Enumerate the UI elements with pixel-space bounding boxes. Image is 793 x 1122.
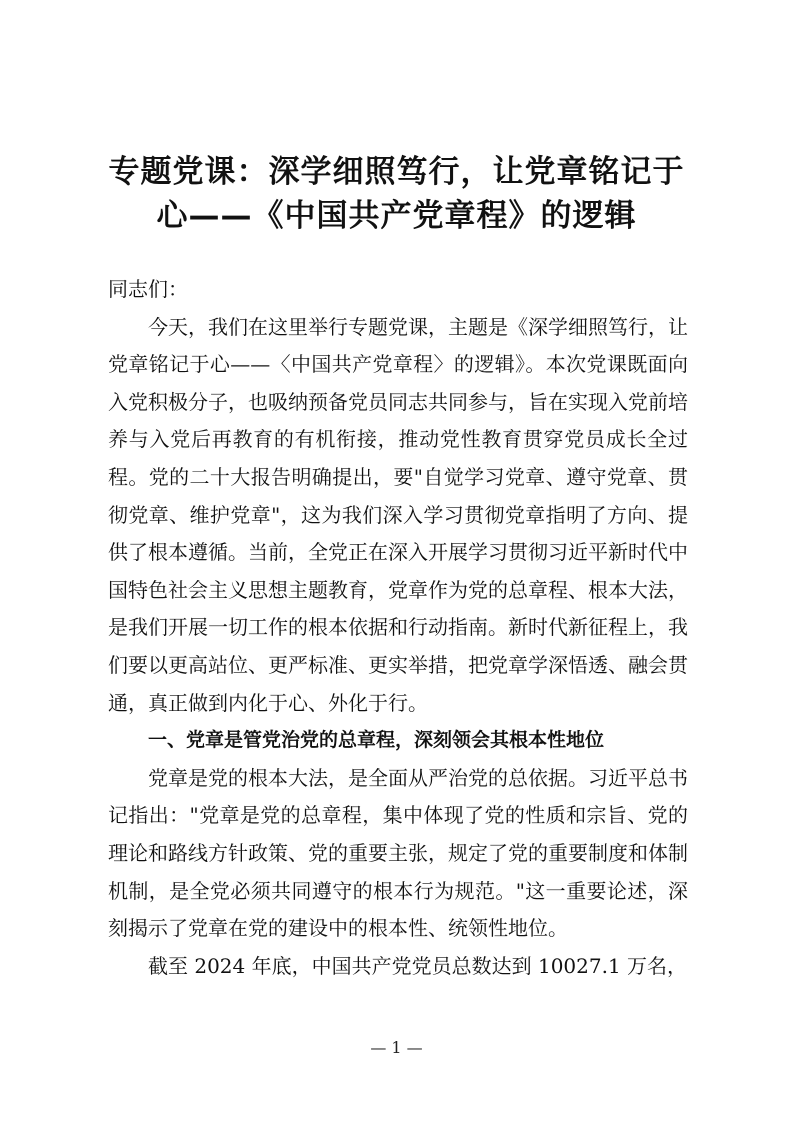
section-paragraph: 党章是党的根本大法，是全面从严治党的总依据。习近平总书记指出："党章是党的总章程，集中体现了党的性质和宗旨、党的理论和路线方针政策、党的重要主张，规定了党的重要制度和体制机制，是全党必须共同遵守的根本行为规范。"这一重要论述，深刻揭示了党章在党的建设中的根本性、统领性地位。 <box>108 765 688 941</box>
page-number: — 1 — <box>370 1038 423 1057</box>
salutation: 同志们： <box>108 277 188 301</box>
intro-paragraph: 今天，我们在这里举行专题党课，主题是《深学细照笃行，让党章铭记于心——〈中国共产党章程〉的逻辑》。本次党课既面向入党积极分子，也吸纳预备党员同志共同参与，旨在实现入党前培养与入党后再教育的有机衔接，推动党性教育贯穿党员成长全过程。党的二十大报告明确提出，要"自觉学习党章、遵守党章、贯彻党章、维护党章"，这为我们深入学习贯彻党章指明了方向、提供了根本遵循。当前，全党正在深入开展学习贯彻习近平新时代中国特色社会主义思想主题教育，党章作为党的总章程、根本大法，是我们开展一切工作的根本依据和行动指南。新时代新征程上，我们要以更高站位、更严标准、更实举措，把党章学深悟透、融会贯通，真正做到内化于心、外化于行。 <box>108 314 688 715</box>
section-heading: 一、党章是管党治党的总章程，深刻领会其根本性地位 <box>148 729 605 752</box>
document-title <box>80 150 713 238</box>
title-line-1: 专题党课：深学细照笃行，让党章铭记于 <box>108 154 685 190</box>
title-line-2: 心——《中国共产党章程》的逻辑 <box>156 198 637 234</box>
document-body <box>108 271 688 985</box>
section-paragraph: 截至 2024 年底，中国共产党党员总数达到 10027.1 万名， <box>148 953 688 978</box>
